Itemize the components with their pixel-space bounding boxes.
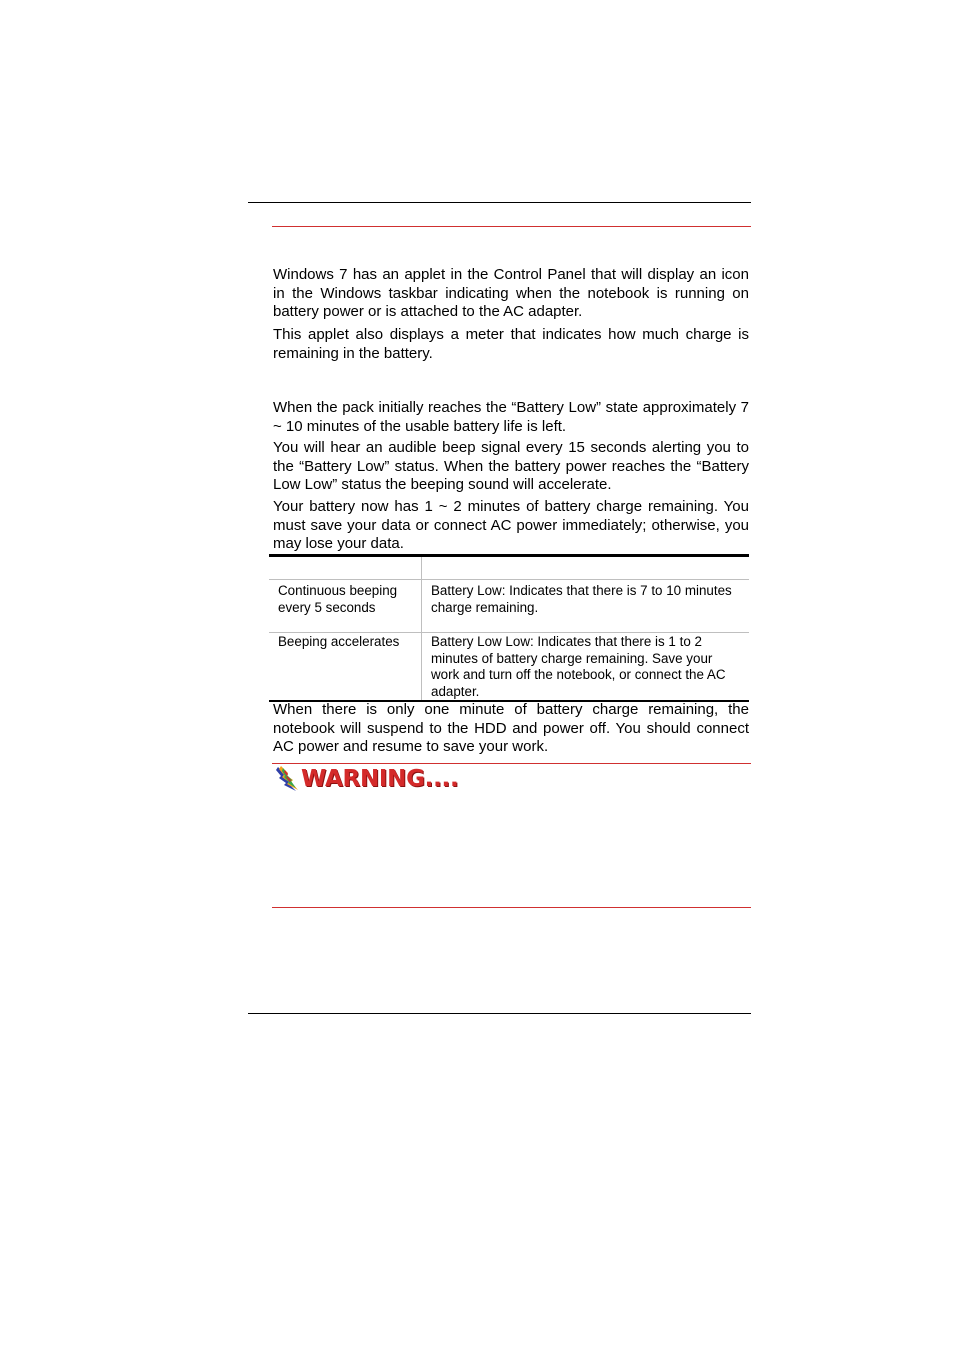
table-header-row <box>269 556 749 580</box>
warning-heading <box>276 766 458 792</box>
meaning-cell: Battery Low Low: Indicates that there is 1 to 2 minutes of battery charge remaining. Save your work and turn off the notebook, or connect the AC adapter. <box>422 633 750 702</box>
meaning-cell: Battery Low: Indicates that there is 7 to 10 minutes charge remaining. <box>422 580 750 633</box>
beep-signal-table <box>269 554 749 702</box>
final-paragraph: When there is only one minute of battery charge remaining, the notebook will suspend to the HDD and power off. You should connect AC power and resume to save your work. <box>273 701 749 755</box>
table-header-cell <box>269 556 422 580</box>
intro-paragraph-2: This applet also displays a meter that indicates how much charge is remaining in the battery. <box>273 326 749 362</box>
signal-cell: Continuous beeping every 5 seconds <box>269 580 422 633</box>
bottom-rule <box>248 1013 751 1014</box>
signal-cell: Beeping accelerates <box>269 633 422 702</box>
warning-rule-top <box>272 763 751 764</box>
battery-low-paragraph-3: Your battery now has 1 ~ 2 minutes of battery charge remaining. You must save your data or connect AC power immediately; otherwise, you may lose your data. <box>273 498 749 552</box>
top-rule <box>248 202 751 203</box>
table-header-cell <box>422 556 750 580</box>
warning-rule-bottom <box>272 907 751 908</box>
warning-label: WARNING.... <box>301 766 459 792</box>
intro-paragraph-1: Windows 7 has an applet in the Control Panel that will display an icon in the Windows taskbar indicating when the notebook is running on battery power or is attached to the AC adapter. <box>273 266 749 320</box>
warning-bolt-icon <box>276 766 298 792</box>
section-rule-top <box>272 226 751 227</box>
battery-low-paragraph-1: When the pack initially reaches the “Battery Low” state approximately 7 ~ 10 minutes of the usable battery life is left. <box>273 399 749 435</box>
battery-low-paragraph-2: You will hear an audible beep signal every 15 seconds alerting you to the “Battery Low” status. When the battery power reaches the “Battery Low Low” status the beeping sound will accelerate. <box>273 439 749 493</box>
table-row <box>269 633 749 702</box>
table-row <box>269 580 749 633</box>
